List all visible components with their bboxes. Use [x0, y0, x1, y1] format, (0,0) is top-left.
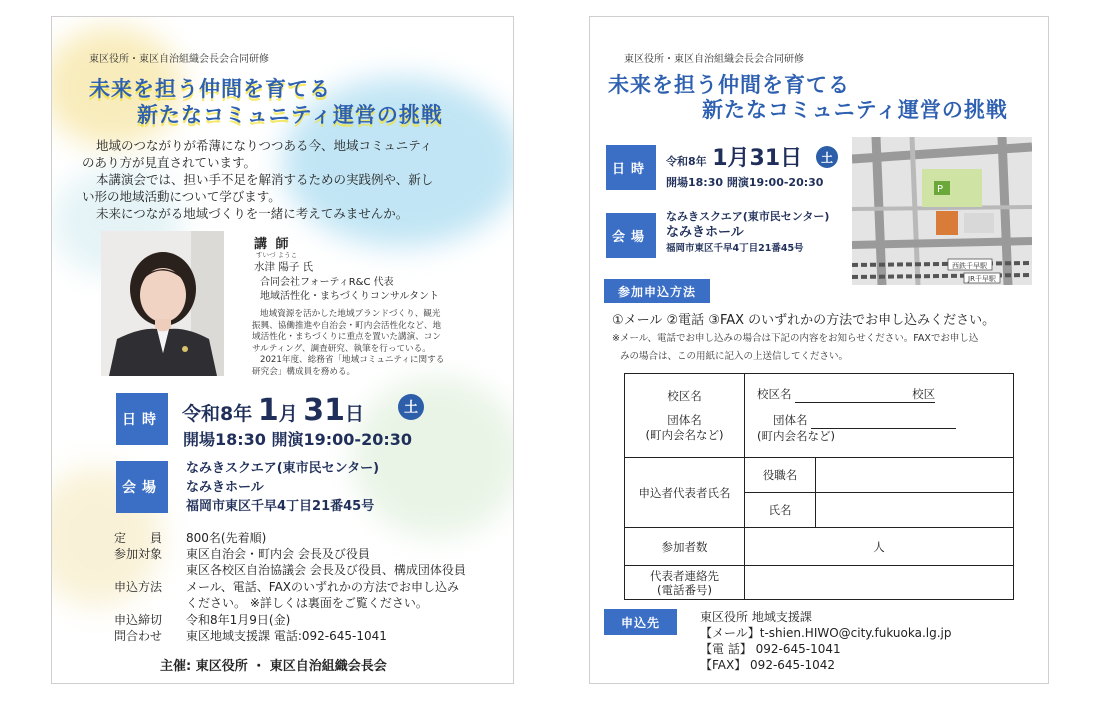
detail-value: メール、電話、FAXのいずれかの方法でお申し込み [186, 580, 460, 594]
detail-key: 定 員 [114, 531, 163, 545]
speaker-photo [101, 231, 224, 376]
detail-key: 問合わせ [114, 629, 163, 643]
weekday-badge: 土 [398, 394, 424, 420]
speaker-organization: 合同会社フォーティR&C 代表 [260, 277, 394, 288]
apply-note: みの場合は、この用紙に記入の上送信してください。 [620, 351, 849, 362]
form-label: 校区名 [757, 387, 792, 401]
date-day: 31 [303, 393, 346, 428]
event-times: 開場18:30 開演19:00-20:30 [666, 176, 824, 189]
form-field-contact[interactable] [745, 566, 1014, 600]
bio-line: 振興、協働推進や自治会・町内会活性化など、地 [252, 320, 442, 331]
speaker-role: 地域活性化・まちづくりコンサルタント [260, 291, 439, 302]
datetime-label: 日時 [606, 145, 656, 190]
venue-info [186, 459, 379, 516]
contact-info [700, 609, 952, 673]
svg-text:P: P [937, 184, 944, 195]
map-station-label: 西鉄千早駅 [952, 262, 987, 270]
apply-methods: ①メール ②電話 ③FAX のいずれかの方法でお申し込みください。 [612, 313, 996, 328]
title-line-1: 未来を担う仲間を育てる [608, 73, 850, 97]
event-times: 開場18:30 開演19:00-20:30 [183, 430, 413, 449]
weekday-badge: 土 [816, 146, 838, 168]
event-date [182, 393, 364, 428]
intro-line: い形の地域活動について学びます。 [82, 189, 281, 204]
map-jr-label: JR千早駅 [968, 275, 996, 283]
bio-line: 2021年度、総務省「地域コミュニティに関する [260, 355, 445, 365]
title-line-1: 未来を担う仲間を育てる [89, 77, 331, 101]
venue-map [852, 137, 1032, 285]
group-name-line[interactable] [811, 413, 956, 429]
venue-hall: なみきホール [666, 225, 744, 240]
form-label-name: 氏名 [745, 493, 816, 528]
organizer-label: 東区役所・東区自治組織会長会合同研修 [624, 54, 804, 65]
form-label-contact [625, 566, 745, 600]
detail-value: ください。 ※詳しくは裏面をご覧ください。 [186, 596, 428, 610]
form-field-name[interactable] [816, 493, 1014, 528]
form-row [625, 458, 1014, 493]
form-label-participants: 参加者数 [625, 528, 745, 566]
venue-hall: なみきホール [186, 480, 264, 495]
detail-value: 東区地域支援課 電話:092-645-1041 [186, 629, 387, 643]
intro-line: 未来につながる地域づくりを一緒に考えてみませんか。 [96, 206, 409, 221]
venue-name: なみきスクエア(東市民センター) [186, 461, 380, 476]
intro-line: 地域のつながりが希薄になりつつある今、地域コミュニティ [96, 138, 433, 153]
venue-address: 福岡市東区千早4丁目21番45号 [186, 499, 375, 514]
date-day-unit: 日 [345, 403, 365, 425]
title-line-2: 新たなコミュニティ運営の挑戦 [702, 98, 1008, 122]
detail-row [114, 578, 459, 595]
date-month-unit: 月 [278, 403, 298, 425]
date-era: 令和8年 [182, 403, 253, 425]
detail-row [114, 529, 266, 546]
date-month: 1 [257, 393, 279, 428]
venue-label: 会場 [606, 213, 656, 258]
detail-value: 800名(先着順) [186, 531, 267, 545]
form-label: 校区名 [667, 388, 702, 403]
form-label: 団体名 [773, 413, 808, 427]
flyer-back-page [589, 16, 1049, 684]
form-row [625, 374, 1014, 458]
form-field-participants[interactable] [745, 528, 1014, 566]
contact-mail[interactable]: 【メール】t-shien.HIWO@city.fukuoka.lg.jp [700, 626, 952, 640]
intro-line: のあり方が見直されています。 [82, 155, 257, 170]
form-label: (電話番号) [657, 582, 712, 597]
speaker-heading: 講 師 [254, 237, 291, 252]
speaker-bio [252, 309, 444, 378]
detail-value: 東区自治会・町内会 会長及び役員 [186, 547, 370, 561]
participants-unit: 人 [873, 539, 885, 554]
bio-line: 域活性化・まちづくりに重点を置いた講演、コン [252, 332, 441, 342]
application-form [624, 373, 1014, 600]
form-label: (町内会名など) [645, 427, 724, 442]
contact-office: 東区役所 地域支援課 [700, 610, 812, 624]
form-label-title: 役職名 [745, 458, 816, 493]
venue-label: 会場 [116, 461, 168, 513]
form-label: 団体名 [667, 412, 702, 427]
form-label-representative: 申込者代表者氏名 [625, 458, 745, 528]
detail-key: 申込方法 [114, 580, 163, 594]
detail-row [114, 611, 290, 628]
contact-tel: 【電 話】 092-645-1041 [700, 642, 841, 656]
venue-name: なみきスクエア(東市民センター) [666, 210, 830, 223]
contact-fax: 【FAX】 092-645-1042 [700, 658, 836, 672]
detail-value: 令和8年1月9日(金) [186, 613, 291, 627]
apply-method-heading: 参加申込方法 [604, 279, 710, 303]
form-label: (町内会名など) [757, 429, 835, 443]
datetime-label: 日時 [116, 393, 168, 445]
intro-text [82, 137, 507, 222]
form-field-title[interactable] [816, 458, 1014, 493]
form-label: 代表者連絡先 [650, 568, 719, 583]
event-date [666, 141, 802, 172]
detail-row [114, 594, 428, 611]
school-name-line[interactable] [795, 387, 935, 403]
venue-address: 福岡市東区千早4丁目21番45号 [666, 243, 804, 254]
detail-row [114, 627, 387, 644]
speaker-name-ruby: すいづ ようこ [256, 251, 298, 259]
detail-row [114, 561, 466, 578]
date-era: 令和8年 [666, 155, 707, 168]
form-label-school-group [625, 374, 745, 458]
venue-info [666, 209, 829, 255]
bio-line: 地域資源を活かした地域ブランドづくり、観光 [260, 309, 441, 319]
flyer-front-page [51, 16, 514, 684]
apply-note: ※メール、電話でお申し込みの場合は下記の内容をお知らせください。FAXでお申し込 [612, 333, 979, 344]
detail-value: 東区各校区自治協議会 会長及び役員、構成団体役員 [186, 563, 466, 577]
intro-line: 本講演会では、担い手不足を解消するための実践例や、新し [96, 172, 434, 187]
speaker-name: 水津 陽子 氏 [254, 261, 314, 273]
detail-key: 参加対象 [114, 547, 163, 561]
detail-row [114, 545, 370, 562]
detail-key: 申込締切 [114, 613, 163, 627]
organizer-label: 東区役所・東区自治組織会長会合同研修 [89, 54, 269, 65]
host-line: 主催: 東区役所 ・ 東区自治組織会長会 [160, 659, 387, 674]
form-row [625, 566, 1014, 600]
form-row [625, 528, 1014, 566]
date-month-day: 1月31日 [712, 146, 803, 171]
contact-heading: 申込先 [604, 609, 677, 635]
form-label: 校区 [912, 387, 936, 401]
bio-line: サルティング、調査研究、執筆を行っている。 [252, 343, 431, 354]
bio-line: 研究会」構成員を務める。 [252, 366, 356, 377]
title-line-2: 新たなコミュニティ運営の挑戦 [137, 103, 443, 127]
form-field-school-group[interactable] [745, 374, 1014, 458]
